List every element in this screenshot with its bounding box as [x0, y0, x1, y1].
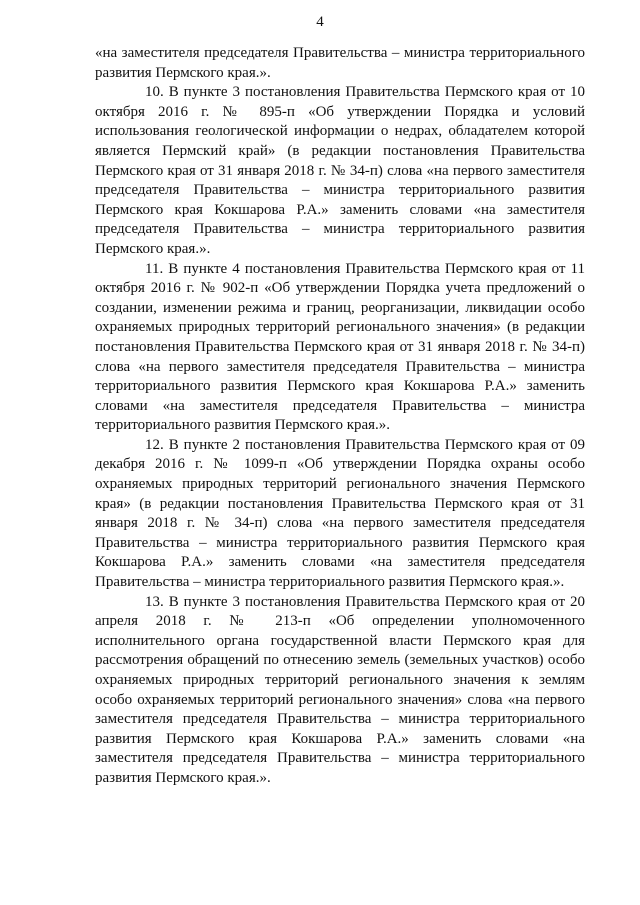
page-number: 4 — [316, 14, 324, 30]
paragraph-item-10: 10. В пункте 3 постановления Правительства Пермского края от 10 октября 2016 г. № 895-п «Об утверждении Порядка и условий использования геологической информации о недрах, обладателем которой является Пермский край» (в редакции постановления Правительства Пермского края от 31 января 2018 г. № 34-п) слова «на первого заместителя председателя Правительства – министра территориального развития Пермского края Кокшарова Р.А.» заменить словами «на заместителя председателя Правительства – министра территориального развития Пермского края.». — [95, 84, 585, 257]
paragraph-item-13: 13. В пункте 3 постановления Правительства Пермского края от 20 апреля 2018 г. № 213-п «Об определении уполномоченного исполнительного органа государственной власти Пермского края для рассмотрения обращений по отнесению земель (земельных участков) особо охраняемых природных территорий регионального значения к землям особо охраняемых территорий регионального значения» слова «на первого заместителя председателя Правительства – министра территориального развития Пермского края Кокшарова Р.А.» заменить словами «на заместителя председателя Правительства – министра территориального развития Пермского края.». — [95, 593, 585, 786]
paragraph-continuation: «на заместителя председателя Правительства – министра территориального развития Пермского края.». — [95, 45, 585, 81]
paragraph-item-11: 11. В пункте 4 постановления Правительства Пермского края от 11 октября 2016 г. № 902-п «Об утверждении Порядка учета предложений о создании, изменении режима и границ, реорганизации, ликвидации особо охраняемых природных территорий регионального значения» (в редакции постановления Правительства Пермского края от 31 января 2018 г. № 34-п) слова «на первого заместителя председателя Правительства – министра территориального развития Пермского края Кокшарова Р.А.» заменить словами «на заместителя председателя Правительства – министра территориального развития Пермского края.». — [95, 260, 585, 434]
document-body — [95, 44, 585, 789]
paragraph-item-12: 12. В пункте 2 постановления Правительства Пермского края от 09 декабря 2016 г. № 1099-п «Об утверждении Порядка охраны особо охраняемых природных территорий регионального значения Пермского края» (в редакции постановления Правительства Пермского края от 31 января 2018 г. № 34-п) слова «на первого заместителя председателя Правительства – министра территориального развития Пермского края Кокшарова Р.А.» заменить словами «на заместителя председателя Правительства – министра территориального развития Пермского края.». — [95, 436, 585, 591]
